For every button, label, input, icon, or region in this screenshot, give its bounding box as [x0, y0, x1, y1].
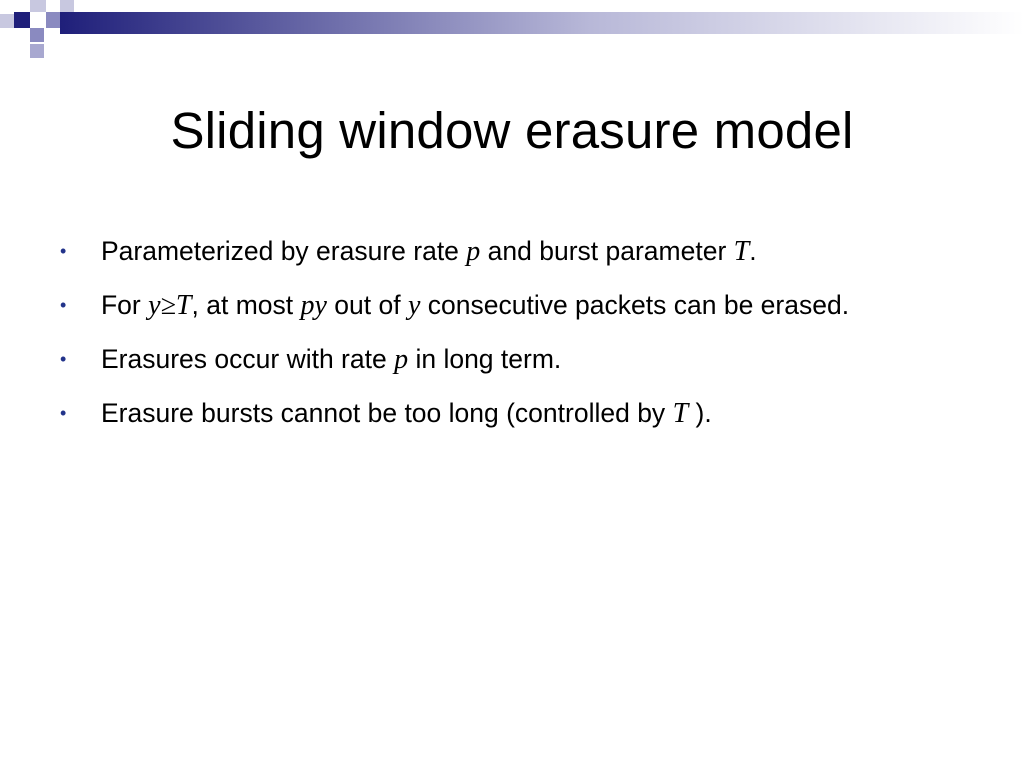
text-run: Erasure bursts cannot be too long (controlled by: [101, 398, 673, 428]
bullet-item: [60, 336, 960, 383]
header-square: [0, 14, 14, 28]
bullet-dot: •: [60, 403, 67, 423]
header-square: [46, 28, 60, 42]
text-run: ).: [688, 398, 712, 428]
slide-title: Sliding window erasure model: [170, 102, 854, 159]
bullet-text: [101, 290, 849, 320]
bullet-dot: •: [60, 349, 67, 369]
header-square: [46, 12, 60, 28]
text-run: , at most: [191, 290, 301, 320]
bullet-dot: •: [60, 241, 67, 261]
math-symbol: y: [407, 290, 421, 321]
math-symbol: T: [672, 398, 689, 429]
header-square: [14, 12, 30, 28]
header-square: [30, 0, 46, 12]
bullet-item: [60, 390, 960, 437]
math-symbol: py: [300, 290, 327, 321]
header-square: [30, 44, 44, 58]
bullet-text: [101, 236, 757, 266]
bullet-text: [101, 398, 712, 428]
header-decoration: [0, 0, 1024, 62]
bullet-item: [60, 282, 960, 329]
text-run: Erasures occur with rate: [101, 344, 395, 374]
text-run: .: [749, 236, 757, 266]
text-run: out of: [326, 290, 408, 320]
header-square: [0, 0, 14, 14]
math-symbol: y≥T: [148, 290, 192, 321]
bullet-item: [60, 228, 960, 275]
bullet-list: [60, 228, 960, 444]
text-run: Parameterized by erasure rate: [101, 236, 467, 266]
math-symbol: p: [394, 344, 409, 375]
text-run: consecutive packets can be erased.: [420, 290, 850, 320]
text-run: and burst parameter: [480, 236, 734, 266]
math-symbol: T: [733, 236, 750, 267]
bullet-text: [101, 344, 561, 374]
header-square: [60, 0, 74, 12]
text-run: in long term.: [408, 344, 562, 374]
header-gradient-band: [60, 12, 1024, 34]
text-run: For: [101, 290, 149, 320]
header-square: [14, 30, 28, 42]
math-symbol: p: [466, 236, 481, 267]
bullet-dot: •: [60, 295, 67, 315]
header-square: [30, 28, 44, 42]
